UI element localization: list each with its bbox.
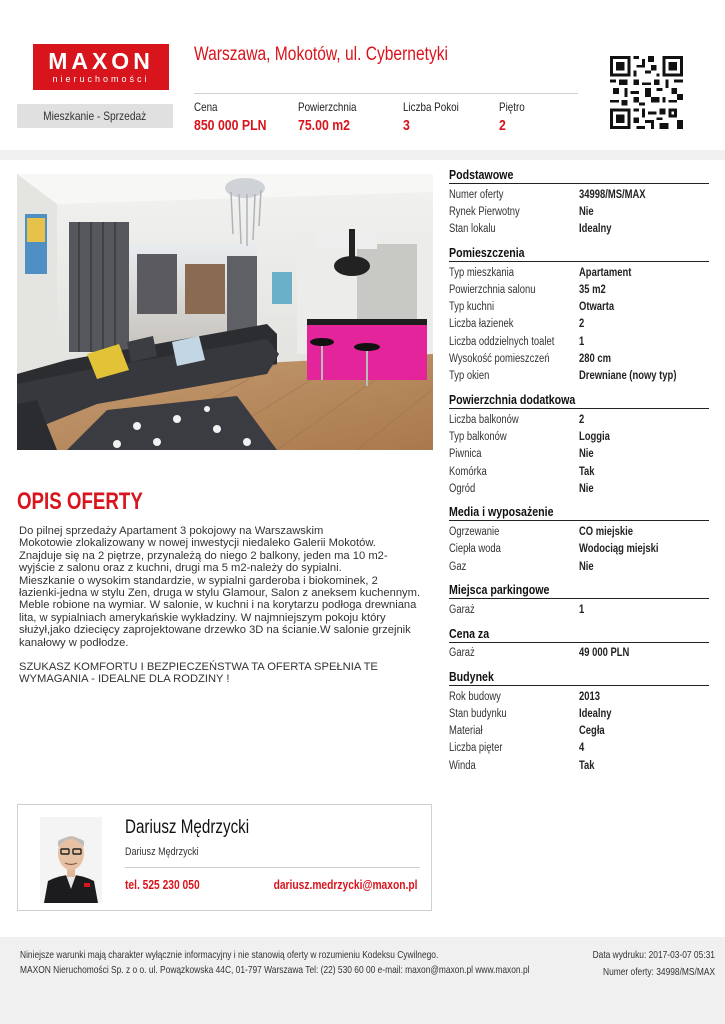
spec-section-title-text: Powierzchnia dodatkowa xyxy=(449,392,576,407)
spec-row xyxy=(449,264,709,281)
stat-floor xyxy=(499,100,530,134)
spec-value xyxy=(579,561,597,573)
spec-label-text: Liczba balkonów xyxy=(449,413,519,426)
spec-value xyxy=(579,708,619,720)
spec-label xyxy=(449,370,579,382)
spec-section-title-text: Budynek xyxy=(449,669,494,684)
spec-label-text: Winda xyxy=(449,759,476,772)
spec-value xyxy=(579,760,598,772)
spec-label-text: Wysokość pomieszczeń xyxy=(449,353,550,366)
description-paragraph: Do pilnej sprzedaży Apartament 3 pokojowy na Warszawskim Mokotowie zlokalizowany w nowej inwestycji niedaleko Galerii Mokotów. Znajduje się na 2 piętrze, przynależą do niego 2 balkony, jeden ma 10 m2-wyjście z salonu oraz z kuchni, drugi ma 5 m2-należy do sypialni. Mieszkanie o wysokim standardzie, w sypialni garderoba i biokominek, 2 łazienki-jedna w stylu Zen, druga w stylu Glamour, Salon z aneksem kuchennym. Meble robione na wymiar. W salonie, w kuchni i na korytarzu podłoga drewniana lita, w sypialniach amerykańskie wykładziny. W najmniejszym pokoju który służył,jako dziecięcy zaprojektowane drzewko 3D na ścianie.W salonie grzejnik kanałowy w podłodze. xyxy=(19,525,421,649)
spec-value-text: 4 xyxy=(579,742,585,755)
agent-phone-link[interactable]: tel. 525 230 050 xyxy=(125,878,200,892)
spec-label-text: Ogród xyxy=(449,482,476,495)
spec-label xyxy=(449,448,579,460)
spec-label xyxy=(449,318,579,330)
spec-value-text: CO miejskie xyxy=(579,526,633,539)
spec-label xyxy=(449,526,579,538)
qr-code-icon[interactable] xyxy=(610,56,683,129)
spec-row xyxy=(449,446,709,463)
spec-label-text: Garaż xyxy=(449,647,475,660)
spec-value xyxy=(579,370,698,382)
spec-value xyxy=(579,604,585,616)
spec-section-title xyxy=(449,168,709,184)
spec-label-text: Stan budynku xyxy=(449,707,507,720)
spec-row xyxy=(449,688,709,705)
spec-label xyxy=(449,543,579,555)
spec-label xyxy=(449,353,579,365)
footer-company: MAXON Nieruchomości Sp. z o o. ul. Powązkowska 44C, 01-797 Warszawa Tel: (22) 530 60 00 e-mail: maxon@maxon.pl www.maxon.pl xyxy=(20,964,530,976)
spec-value xyxy=(579,223,619,235)
spec-label xyxy=(449,267,579,279)
spec-label-text: Numer oferty xyxy=(449,188,504,201)
spec-section-title xyxy=(449,583,709,599)
spec-label-text: Typ mieszkania xyxy=(449,266,514,279)
spec-section xyxy=(449,168,709,238)
spec-row xyxy=(449,203,709,220)
footer-disclaimer: Niniejsze warunki mają charakter wyłącznie informacyjny i nie stanowią oferty w rozumieniu Kodeksu Cywilnego. xyxy=(20,949,439,961)
spec-label-text: Typ kuchni xyxy=(449,301,495,314)
property-specs xyxy=(449,168,709,782)
spec-row xyxy=(449,757,709,774)
spec-label-text: Liczba oddzielnych toalet xyxy=(449,335,555,348)
spec-label xyxy=(449,691,579,703)
spec-row xyxy=(449,281,709,298)
spec-value-text: Tak xyxy=(579,759,595,772)
spec-label xyxy=(449,483,579,495)
spec-row xyxy=(449,558,709,575)
agent-email-link[interactable]: dariusz.medrzycki@maxon.pl xyxy=(273,878,417,892)
spec-section-title-text: Pomieszczenia xyxy=(449,245,525,260)
spec-section xyxy=(449,246,709,385)
spec-value xyxy=(579,647,640,659)
spec-value xyxy=(579,448,597,460)
spec-value-text: Cegła xyxy=(579,725,605,738)
spec-value-text: Nie xyxy=(579,482,594,495)
spec-value-text: 35 m2 xyxy=(579,283,606,296)
spec-value xyxy=(579,318,585,330)
spec-label xyxy=(449,189,579,201)
spec-value-text: 2 xyxy=(579,318,585,331)
spec-value-text: Nie xyxy=(579,560,594,573)
spec-section-title-text: Podstawowe xyxy=(449,168,514,182)
footer-offer-number: Numer oferty: 34998/MS/MAX xyxy=(602,966,715,978)
spec-value-text: Wodociąg miejski xyxy=(579,543,659,556)
spec-section-title xyxy=(449,393,709,409)
spec-row xyxy=(449,601,709,618)
spec-value xyxy=(579,526,645,538)
spec-row xyxy=(449,350,709,367)
spec-value-text: Idealny xyxy=(579,707,612,720)
spec-section-title-text: Media i wyposażenie xyxy=(449,505,554,520)
spec-value-text: Apartament xyxy=(579,266,632,279)
spec-label xyxy=(449,742,579,754)
footer xyxy=(0,937,725,1024)
spec-label-text: Stan lokalu xyxy=(449,223,496,236)
agent-subtitle: Dariusz Mędrzycki xyxy=(125,846,199,858)
spec-value xyxy=(579,353,618,365)
spec-value xyxy=(579,431,617,443)
stat-price xyxy=(194,100,282,134)
listing-title: Warszawa, Mokotów, ul. Cybernetyki xyxy=(194,44,448,65)
spec-label-text: Rok budowy xyxy=(449,690,501,703)
spec-section xyxy=(449,393,709,497)
maxon-logo[interactable] xyxy=(33,44,169,90)
spec-row xyxy=(449,333,709,350)
spec-row xyxy=(449,480,709,497)
spec-value xyxy=(579,301,622,313)
spec-value-text: Nie xyxy=(579,448,594,461)
spec-value xyxy=(579,414,585,426)
stat-label: Cena xyxy=(194,100,218,114)
spec-section-title-text: Miejsca parkingowe xyxy=(449,583,550,598)
stat-rooms xyxy=(403,100,471,134)
spec-label-text: Liczba łazienek xyxy=(449,318,514,331)
spec-value-text: Drewniane (nowy typ) xyxy=(579,370,677,383)
agent-name: Dariusz Mędrzycki xyxy=(125,817,250,838)
spec-section-title xyxy=(449,627,709,643)
spec-value-text: Nie xyxy=(579,205,594,218)
spec-label-text: Gaz xyxy=(449,560,467,573)
description-body xyxy=(19,525,421,698)
spec-label-text: Typ balkonów xyxy=(449,430,507,443)
spec-label xyxy=(449,561,579,573)
spec-row xyxy=(449,221,709,238)
agent-avatar xyxy=(40,817,102,903)
logo-subtitle: nieruchomości xyxy=(52,74,150,84)
spec-value xyxy=(579,483,597,495)
spec-value xyxy=(579,742,585,754)
spec-row xyxy=(449,740,709,757)
agent-card xyxy=(17,804,432,911)
logo-brand: MAXON xyxy=(48,48,154,74)
divider xyxy=(125,867,420,868)
spec-value-text: Idealny xyxy=(579,223,612,236)
spec-row xyxy=(449,411,709,428)
spec-label-text: Liczba pięter xyxy=(449,742,503,755)
spec-value xyxy=(579,206,597,218)
footer-issue-date: Data wydruku: 2017-03-07 05:31 xyxy=(592,949,715,961)
stat-label: Piętro xyxy=(499,100,525,114)
spec-label xyxy=(449,414,579,426)
spec-value xyxy=(579,466,598,478)
spec-label xyxy=(449,431,579,443)
spec-label-text: Materiał xyxy=(449,725,483,738)
spec-value-text: 34998/MS/MAX xyxy=(579,188,646,201)
spec-label xyxy=(449,301,579,313)
spec-value-text: Loggia xyxy=(579,430,610,443)
spec-section-title xyxy=(449,505,709,521)
spec-value-text: 1 xyxy=(579,603,585,616)
spec-label xyxy=(449,466,579,478)
spec-row xyxy=(449,523,709,540)
spec-label-text: Garaż xyxy=(449,603,475,616)
spec-label xyxy=(449,284,579,296)
spec-value-text: 1 xyxy=(579,335,585,348)
spec-row xyxy=(449,645,709,662)
spec-label xyxy=(449,725,579,737)
spec-section-title-text: Cena za xyxy=(449,626,490,641)
spec-value xyxy=(579,336,585,348)
spec-label-text: Rynek Pierwotny xyxy=(449,205,520,218)
spec-value xyxy=(579,543,676,555)
header-band xyxy=(0,150,725,160)
spec-label-text: Komórka xyxy=(449,465,487,478)
spec-value-text: Otwarta xyxy=(579,301,615,314)
spec-value xyxy=(579,725,610,737)
spec-section-title xyxy=(449,670,709,686)
header xyxy=(0,0,725,150)
spec-row xyxy=(449,298,709,315)
spec-value xyxy=(579,267,643,279)
spec-row xyxy=(449,463,709,480)
spec-label-text: Typ okien xyxy=(449,370,490,383)
spec-label xyxy=(449,647,579,659)
spec-label xyxy=(449,604,579,616)
spec-value-text: Tak xyxy=(579,465,595,478)
spec-row xyxy=(449,428,709,445)
spec-row xyxy=(449,723,709,740)
spec-section xyxy=(449,583,709,618)
offer-type-badge: Mieszkanie - Sprzedaż xyxy=(17,104,173,128)
stat-value: 75.00 m2 xyxy=(298,117,350,134)
stat-area xyxy=(298,100,369,134)
spec-label xyxy=(449,708,579,720)
spec-value-text: 280 cm xyxy=(579,353,611,366)
spec-value xyxy=(579,189,660,201)
spec-section xyxy=(449,627,709,662)
spec-row xyxy=(449,186,709,203)
stat-value: 850 000 PLN xyxy=(194,117,267,134)
spec-label-text: Piwnica xyxy=(449,448,482,461)
stat-label: Liczba Pokoi xyxy=(403,100,459,114)
spec-label-text: Ogrzewanie xyxy=(449,526,500,539)
spec-label-text: Ciepła woda xyxy=(449,543,501,556)
spec-label xyxy=(449,223,579,235)
description-paragraph: SZUKASZ KOMFORTU I BEZPIECZEŃSTWA TA OFERTA SPEŁNIA TE WYMAGANIA - IDEALNE DLA RODZINY ! xyxy=(19,661,378,686)
spec-row xyxy=(449,368,709,385)
spec-section xyxy=(449,670,709,774)
spec-label xyxy=(449,206,579,218)
spec-section xyxy=(449,505,709,575)
spec-section-title xyxy=(449,246,709,262)
spec-row xyxy=(449,316,709,333)
stat-value: 3 xyxy=(403,117,410,134)
spec-value xyxy=(579,284,612,296)
divider xyxy=(194,93,578,94)
spec-row xyxy=(449,705,709,722)
spec-label-text: Powierzchnia salonu xyxy=(449,283,536,296)
description-title: OPIS OFERTY xyxy=(17,488,143,515)
apartment-photo[interactable] xyxy=(17,174,433,450)
spec-value-text: 2 xyxy=(579,413,585,426)
spec-value xyxy=(579,691,605,703)
spec-row xyxy=(449,541,709,558)
stat-value: 2 xyxy=(499,117,506,134)
spec-label xyxy=(449,336,579,348)
spec-value-text: 2013 xyxy=(579,690,600,703)
spec-label xyxy=(449,760,579,772)
stat-label: Powierzchnia xyxy=(298,100,357,114)
spec-value-text: 49 000 PLN xyxy=(579,647,630,660)
